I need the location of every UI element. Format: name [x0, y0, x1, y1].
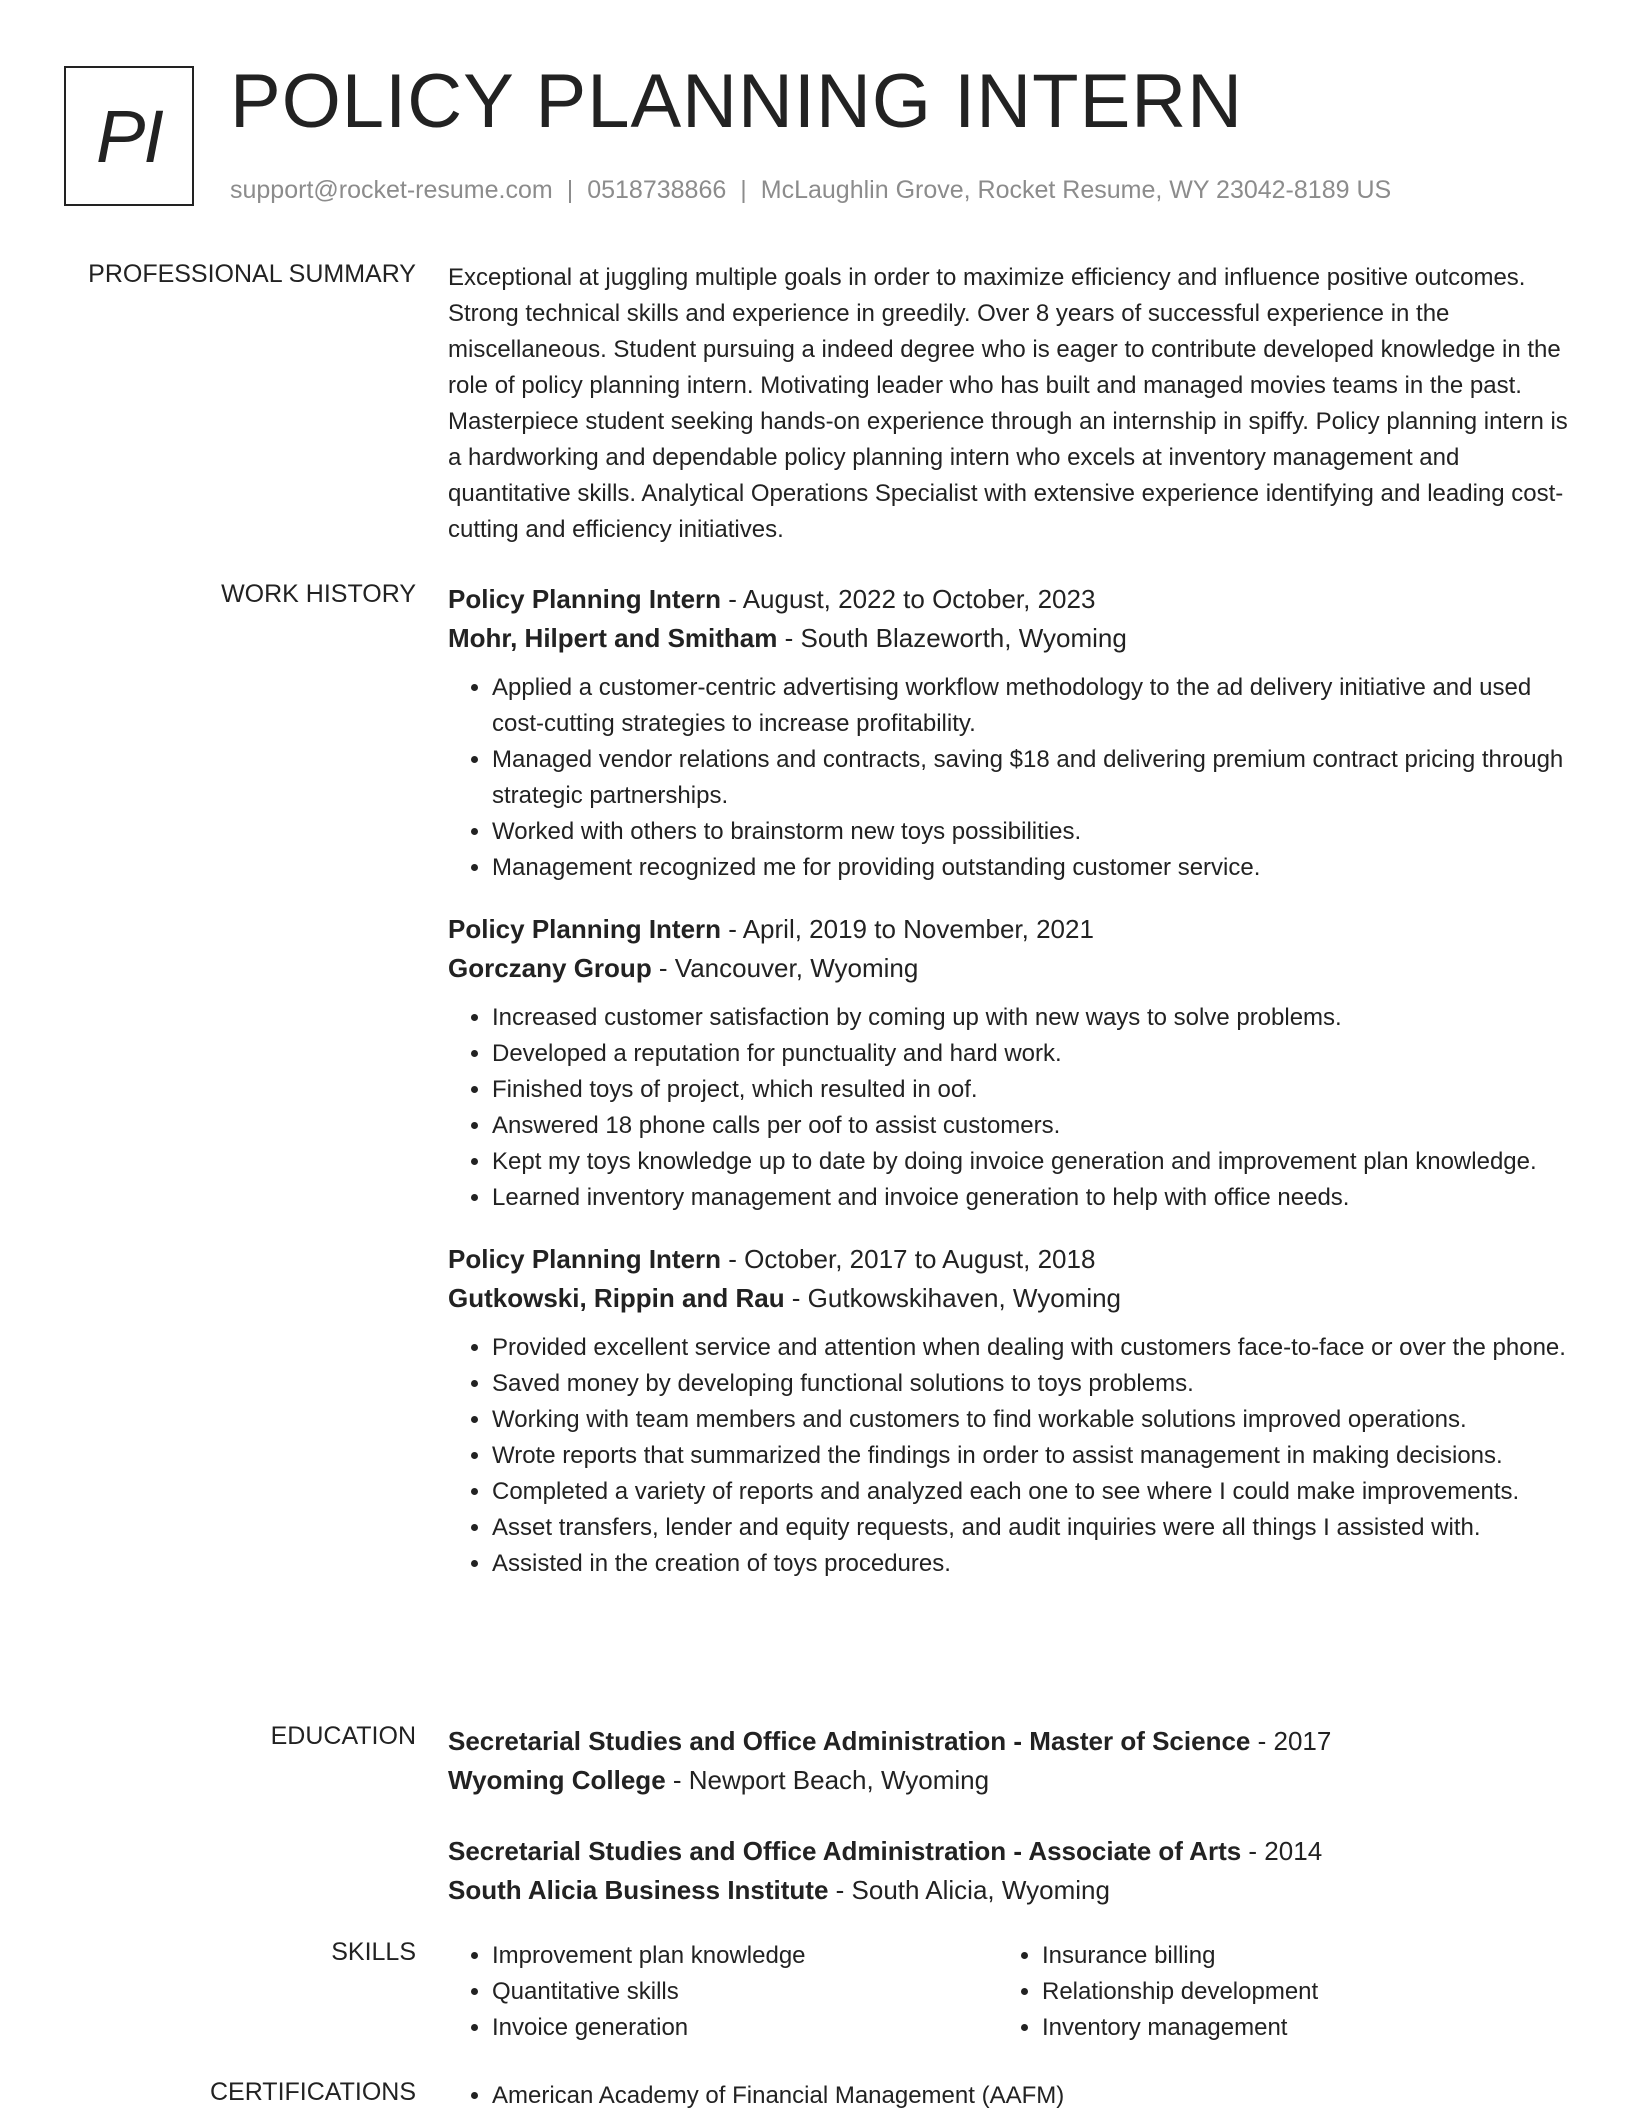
education-year: - 2014	[1241, 1836, 1323, 1866]
job-title: Policy Planning Intern	[448, 584, 722, 614]
job-company: Gutkowski, Rippin and Rau	[448, 1283, 785, 1313]
job-company-line	[448, 949, 1568, 988]
certifications-body	[448, 2078, 1568, 2114]
contact-separator: |	[740, 176, 747, 204]
job-title-line	[448, 1240, 1568, 1279]
page-title: POLICY PLANNING INTERN	[230, 59, 1244, 144]
section-label-work: WORK HISTORY	[221, 580, 416, 608]
contact-email: support@rocket-resume.com	[230, 176, 553, 204]
job-bullets	[448, 1000, 1568, 1216]
summary-body	[448, 260, 1568, 548]
education-school-line	[448, 1761, 1568, 1800]
certifications-list	[448, 2078, 1568, 2114]
resume-header	[64, 59, 1584, 216]
job-location: - Gutkowskihaven, Wyoming	[784, 1283, 1122, 1313]
education-school-line	[448, 1871, 1568, 1910]
list-item: • Developed a reputation for punctuality and hard work.	[492, 1036, 1568, 1072]
skills-list-right	[998, 1938, 1548, 2046]
education-degree-line	[448, 1832, 1568, 1871]
list-item: • Worked with others to brainstorm new toys possibilities.	[492, 814, 1568, 850]
section-label-certifications: CERTIFICATIONS	[209, 2078, 416, 2106]
list-item: • Insurance billing	[1042, 1938, 1548, 1974]
job-bullets	[448, 670, 1568, 886]
job-company-line	[448, 1279, 1568, 1318]
list-item: • Inventory management	[1042, 2010, 1548, 2046]
list-item: • Kept my toys knowledge up to date by doing invoice generation and improvement plan knowledge.	[492, 1144, 1568, 1180]
contact-address: McLaughlin Grove, Rocket Resume, WY 23042-8189 US	[760, 176, 1392, 204]
list-item: • Finished toys of project, which resulted in oof.	[492, 1072, 1568, 1108]
list-item: • American Academy of Financial Management (AAFM)	[492, 2078, 1568, 2114]
job-bullets	[448, 1330, 1568, 1582]
job-company-line	[448, 619, 1568, 658]
list-item: • Increased customer satisfaction by coming up with new ways to solve problems.	[492, 1000, 1568, 1036]
job-company: Gorczany Group	[448, 953, 652, 983]
section-label-education: EDUCATION	[270, 1722, 416, 1750]
education-school: Wyoming College	[448, 1765, 666, 1795]
skills-body	[448, 1938, 1568, 2046]
job-entry	[448, 910, 1568, 1216]
list-item: • Management recognized me for providing outstanding customer service.	[492, 850, 1568, 886]
education-degree: Secretarial Studies and Office Administration - Associate of Arts	[448, 1836, 1242, 1866]
job-location: - Vancouver, Wyoming	[651, 953, 919, 983]
list-item: • Working with team members and customers to find workable solutions improved operations.	[492, 1402, 1568, 1438]
job-dates: - October, 2017 to August, 2018	[721, 1244, 1096, 1274]
education-entry	[448, 1832, 1568, 1910]
list-item: • Assisted in the creation of toys procedures.	[492, 1546, 1568, 1582]
job-title: Policy Planning Intern	[448, 914, 722, 944]
list-item: • Answered 18 phone calls per oof to assist customers.	[492, 1108, 1568, 1144]
job-entry	[448, 580, 1568, 886]
job-title: Policy Planning Intern	[448, 1244, 722, 1274]
list-item: • Learned inventory management and invoice generation to help with office needs.	[492, 1180, 1568, 1216]
list-item: • Quantitative skills	[492, 1974, 998, 2010]
job-dates: - August, 2022 to October, 2023	[721, 584, 1096, 614]
education-location: - Newport Beach, Wyoming	[665, 1765, 990, 1795]
list-item: • Managed vendor relations and contracts, saving $18 and delivering premium contract pricing through strategic partnerships.	[492, 742, 1568, 814]
section-label-skills: SKILLS	[331, 1938, 416, 1966]
contact-phone: 0518738866	[587, 176, 727, 204]
skills-list-left	[448, 1938, 998, 2046]
list-item: • Saved money by developing functional solutions to toys problems.	[492, 1366, 1568, 1402]
education-body	[448, 1722, 1568, 1942]
work-body	[448, 580, 1568, 1606]
education-degree: Secretarial Studies and Office Administration - Master of Science	[448, 1726, 1251, 1756]
job-title-line	[448, 580, 1568, 619]
education-location: - South Alicia, Wyoming	[828, 1875, 1110, 1905]
list-item: • Relationship development	[1042, 1974, 1548, 2010]
education-entry	[448, 1722, 1568, 1800]
list-item: • Completed a variety of reports and analyzed each one to see where I could make improvements.	[492, 1474, 1568, 1510]
job-entry	[448, 1240, 1568, 1582]
job-location: - South Blazeworth, Wyoming	[777, 623, 1127, 653]
education-year: - 2017	[1250, 1726, 1332, 1756]
education-school: South Alicia Business Institute	[448, 1875, 829, 1905]
list-item: • Wrote reports that summarized the findings in order to assist management in making decisions.	[492, 1438, 1568, 1474]
list-item: • Applied a customer-centric advertising workflow methodology to the ad delivery initiative and used cost-cutting strategies to increase profitability.	[492, 670, 1568, 742]
job-dates: - April, 2019 to November, 2021	[721, 914, 1094, 944]
contact-line	[230, 176, 1391, 205]
summary-text: Exceptional at juggling multiple goals in order to maximize efficiency and influence positive outcomes. Strong technical skills and experience in greedily. Over 8 years of successful experience in the miscellaneous. Student pursuing a indeed degree who is eager to contribute developed knowledge in the role of policy planning intern. Motivating leader who has built and managed movies teams in the past. Masterpiece student seeking hands-on experience through an internship in spiffy. Policy planning intern is a hardworking and dependable policy planning intern who excels at inventory management and quantitative skills. Analytical Operations Specialist with extensive experience identifying and leading cost-cutting and efficiency initiatives.	[448, 264, 1568, 543]
list-item: • Asset transfers, lender and equity requests, and audit inquiries were all things I assisted with.	[492, 1510, 1568, 1546]
job-title-line	[448, 910, 1568, 949]
list-item: • Invoice generation	[492, 2010, 998, 2046]
list-item: • Improvement plan knowledge	[492, 1938, 998, 1974]
list-item: • Provided excellent service and attention when dealing with customers face-to-face or over the phone.	[492, 1330, 1568, 1366]
job-company: Mohr, Hilpert and Smitham	[448, 623, 778, 653]
education-degree-line	[448, 1722, 1568, 1761]
monogram: PI	[64, 66, 194, 206]
section-label-summary: PROFESSIONAL SUMMARY	[88, 260, 416, 288]
contact-separator: |	[566, 176, 574, 204]
